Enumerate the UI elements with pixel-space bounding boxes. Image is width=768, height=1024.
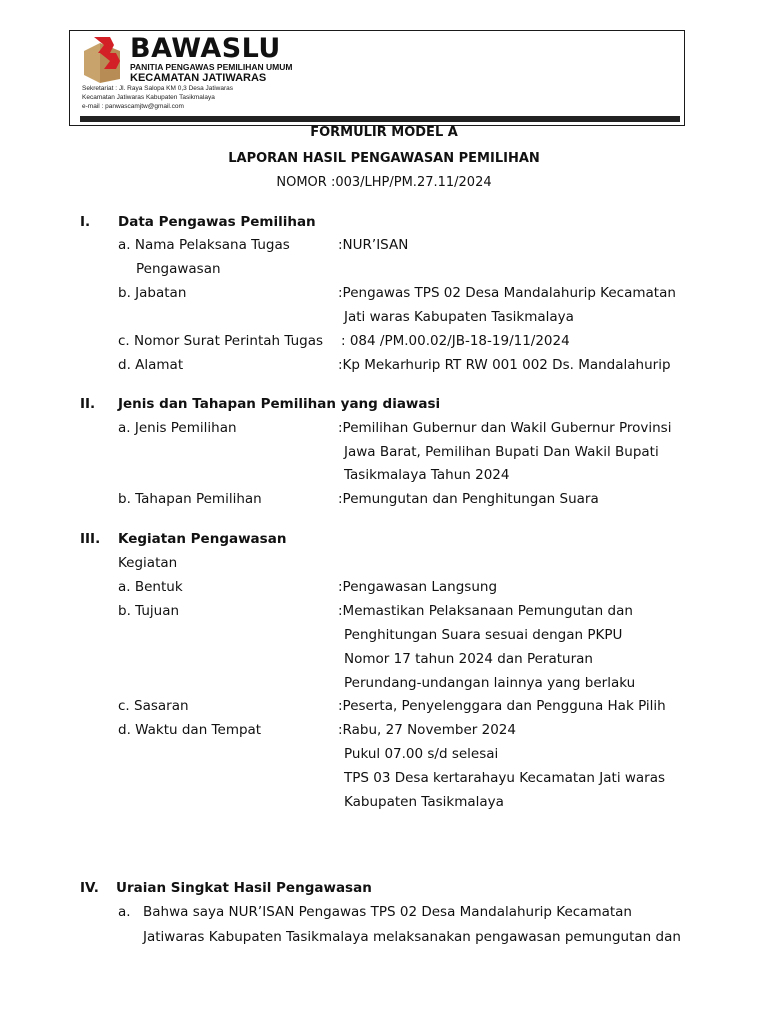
address-line-1: Sekretariat : Jl. Raya Salopa KM 0,3 Desa Jatiwaras: [82, 85, 234, 92]
bawaslu-logo-icon: [80, 35, 126, 85]
report-title: LAPORAN HASIL PENGAWASAN PEMILIHAN: [228, 151, 540, 166]
field-value: Perundang-undangan lainnya yang berlaku: [344, 675, 636, 691]
document-number: NOMOR :003/LHP/PM.27.11/2024: [276, 175, 492, 190]
section-number: I.: [80, 214, 91, 230]
field-label: a. Jenis Pemilihan: [118, 420, 237, 436]
form-title: FORMULIR MODEL A: [310, 125, 458, 140]
paragraph-text: Bahwa saya NUR’ISAN Pengawas TPS 02 Desa Mandalahurip Kecamatan: [143, 904, 632, 920]
intro-text: Kegiatan: [118, 555, 178, 571]
field-label: d. Waktu dan Tempat: [118, 722, 262, 738]
section-title: Data Pengawas Pemilihan: [118, 214, 316, 230]
field-value: :Pemilihan Gubernur dan Wakil Gubernur Provinsi: [338, 420, 672, 436]
field-value: :Peserta, Penyelenggara dan Pengguna Hak Pilih: [338, 698, 666, 714]
brand-name: BAWASLU: [130, 33, 281, 64]
letterhead: [69, 30, 685, 126]
field-value: Kabupaten Tasikmalaya: [344, 794, 504, 810]
section-number: II.: [80, 396, 96, 412]
paragraph-text: Jatiwaras Kabupaten Tasikmalaya melaksanakan pengawasan pemungutan dan: [143, 929, 681, 945]
field-label: a. Nama Pelaksana Tugas: [118, 237, 290, 253]
field-value: Penghitungan Suara sesuai dengan PKPU: [344, 627, 623, 643]
field-value: :Pengawasan Langsung: [338, 579, 498, 595]
field-label: b. Jabatan: [118, 285, 187, 301]
field-value: :Pengawas TPS 02 Desa Mandalahurip Kecamatan: [338, 285, 676, 301]
address-line-2: Kecamatan Jatiwaras Kabupaten Tasikmalaya: [82, 94, 215, 101]
section-title: Jenis dan Tahapan Pemilihan yang diawasi: [118, 396, 441, 412]
field-value: Jawa Barat, Pemilihan Bupati Dan Wakil Bupati: [344, 444, 659, 460]
field-value: TPS 03 Desa kertarahayu Kecamatan Jati waras: [344, 770, 666, 786]
field-value: :Memastikan Pelaksanaan Pemungutan dan: [338, 603, 633, 619]
field-value: Nomor 17 tahun 2024 dan Peraturan: [344, 651, 593, 667]
org-line-1: PANITIA PENGAWAS PEMILIHAN UMUM: [130, 62, 293, 72]
field-value: Pukul 07.00 s/d selesai: [344, 746, 499, 762]
field-label: Pengawasan: [136, 261, 221, 277]
field-label: b. Tujuan: [118, 603, 180, 619]
field-value: :Rabu, 27 November 2024: [338, 722, 516, 738]
field-label: a. Bentuk: [118, 579, 183, 595]
field-label: c. Sasaran: [118, 698, 189, 714]
field-label: c. Nomor Surat Perintah Tugas: [118, 333, 324, 349]
field-value: Jati waras Kabupaten Tasikmalaya: [344, 309, 574, 325]
address-line-3: e-mail : panwascamjtw@gmail.com: [82, 103, 184, 110]
list-marker: a.: [118, 904, 131, 920]
field-label: b. Tahapan Pemilihan: [118, 491, 262, 507]
field-label: d. Alamat: [118, 357, 184, 373]
header-rule: [80, 116, 680, 122]
section-title: Kegiatan Pengawasan: [118, 531, 287, 547]
field-value: : 084 /PM.00.02/JB-18-19/11/2024: [341, 333, 570, 349]
section-title: Uraian Singkat Hasil Pengawasan: [116, 880, 372, 896]
field-value: :Kp Mekarhurip RT RW 001 002 Ds. Mandalahurip: [338, 357, 671, 373]
field-value: :NUR’ISAN: [338, 237, 409, 253]
org-line-2: KECAMATAN JATIWARAS: [130, 72, 267, 84]
field-value: Tasikmalaya Tahun 2024: [344, 467, 510, 483]
section-number: IV.: [80, 880, 99, 896]
field-value: :Pemungutan dan Penghitungan Suara: [338, 491, 599, 507]
section-number: III.: [80, 531, 101, 547]
